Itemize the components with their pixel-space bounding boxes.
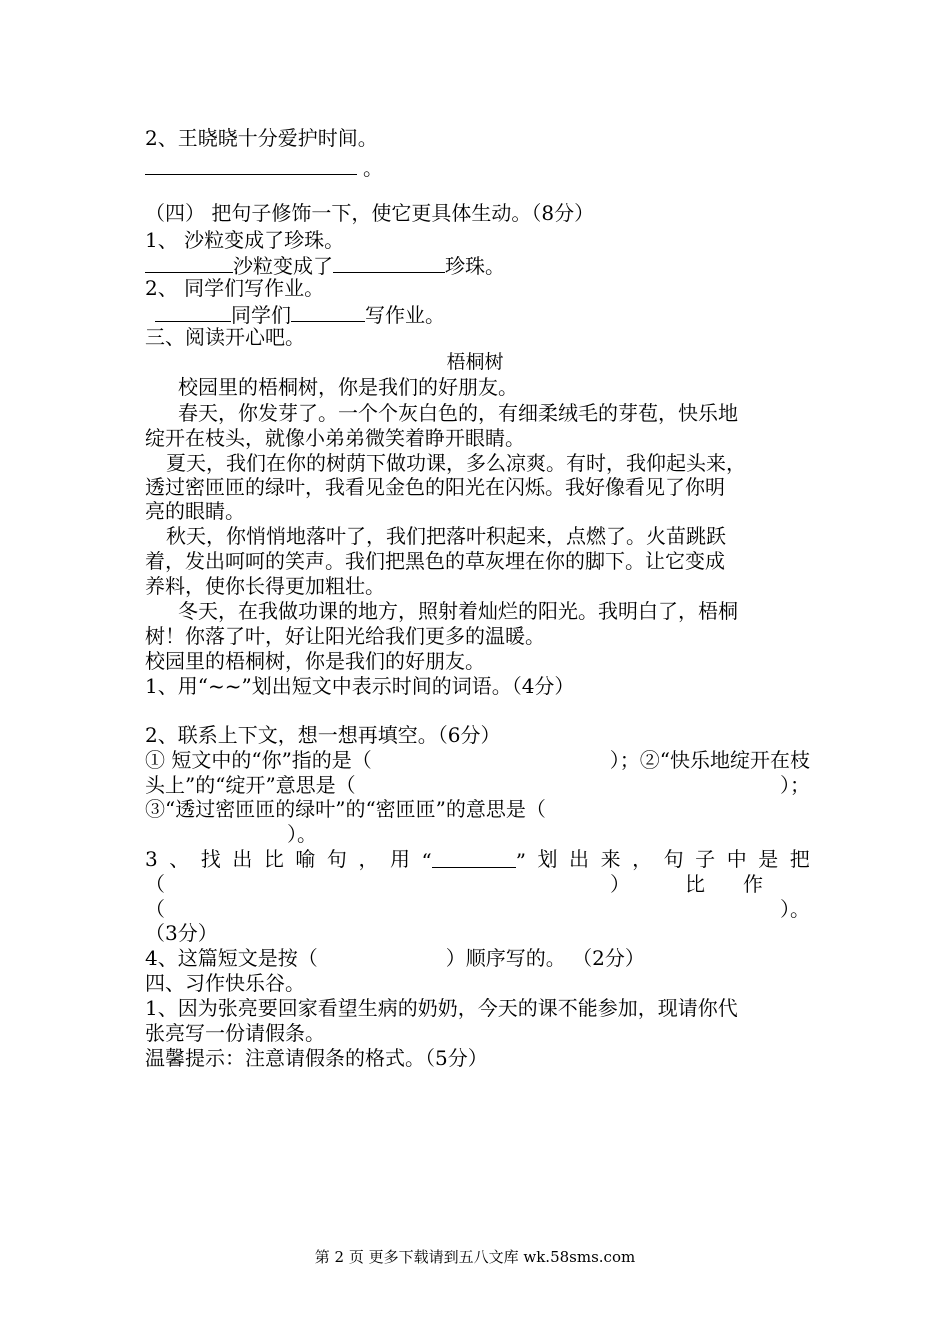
reading-heading: 三、阅读开心吧。 <box>145 325 305 349</box>
section-modify-title: （四） 把句子修饰一下，使它更具体生动。（8分） <box>145 201 595 225</box>
question-3-line3: （ ）。 <box>145 897 810 921</box>
question-2-line4: ）。 <box>287 822 317 846</box>
question-3-score: （3分） <box>145 921 218 945</box>
page-footer: 第 2 页 更多下载请到五八文库 wk.58sms.com <box>314 1248 636 1266</box>
q-love-time: 2、王晓晓十分爱护时间。 <box>145 126 378 150</box>
question-2-line1: ① 短文中的“你”指的是（ ）；②“快乐地绽开在枝 <box>145 748 810 772</box>
modify-q1-blank2[interactable] <box>333 252 445 273</box>
passage-p1: 校园里的梧桐树，你是我们的好朋友。 <box>178 375 518 399</box>
question-3-line1: 3 、 找 出 比 喻 句 ， 用 “ ” 划 出 来 ， 句 子 中 是 把 <box>145 847 810 873</box>
passage-p4-line3: 养料，使你长得更加粗壮。 <box>145 574 385 598</box>
modify-q2: 2、 同学们写作业。 <box>145 276 325 300</box>
q3-underline-sample <box>432 847 516 868</box>
answer-line-love-time: 。 <box>145 154 383 180</box>
passage-p3-line2: 透过密匝匝的绿叶，我看见金色的阳光在闪烁。我好像看见了你明 <box>145 475 725 499</box>
modify-q1: 1、 沙粒变成了珍珠。 <box>145 228 345 252</box>
modify-q2-blank2[interactable] <box>291 301 365 322</box>
passage-p5-line2: 树！你落了叶，好让阳光给我们更多的温暖。 <box>145 624 545 648</box>
writing-q1-line1: 1、因为张亮要回家看望生病的奶奶，今天的课不能参加，现请你代 <box>145 996 738 1020</box>
modify-q1-blank1[interactable] <box>145 252 233 273</box>
passage-title: 梧桐树 <box>446 351 504 373</box>
modify-q1-answer: 沙粒变成了 珍珠。 <box>145 252 505 278</box>
passage-p5-line1: 冬天，在我做功课的地方，照射着灿烂的阳光。我明白了，梧桐 <box>178 599 738 623</box>
question-4: 4、这篇短文是按（ ）顺序写的。 （2分） <box>145 946 645 970</box>
passage-p2-line2: 绽开在枝头，就像小弟弟微笑着睁开眼睛。 <box>145 426 525 450</box>
question-2-title: 2、联系上下文，想一想再填空。（6分） <box>145 723 501 747</box>
passage-p4-line1: 秋天，你悄悄地落叶了，我们把落叶积起来，点燃了。火苗跳跃 <box>166 524 726 548</box>
writing-heading: 四、习作快乐谷。 <box>145 971 305 995</box>
question-2-line2: 头上”的“绽开”意思是（ ）； <box>145 773 810 797</box>
question-2-line3: ③“透过密匝匝的绿叶”的“密匝匝”的意思是（ <box>145 797 546 821</box>
question-1: 1、用“~~”划出短文中表示时间的词语。（4分） <box>145 674 575 698</box>
modify-q2-answer: 同学们 写作业。 <box>145 301 445 327</box>
passage-p3-line3: 亮的眼睛。 <box>145 499 245 523</box>
passage-p4-line2: 着，发出呵呵的笑声。我们把黑色的草灰埋在你的脚下。让它变成 <box>145 549 725 573</box>
modify-q2-blank1[interactable] <box>155 301 231 322</box>
writing-tip: 温馨提示：注意请假条的格式。（5分） <box>145 1046 488 1070</box>
answer-blank[interactable] <box>145 154 357 175</box>
passage-p3-line1: 夏天，我们在你的树荫下做功课，多么凉爽。有时，我仰起头来， <box>166 451 746 475</box>
passage-p6: 校园里的梧桐树，你是我们的好朋友。 <box>145 649 485 673</box>
writing-q1-line2: 张亮写一份请假条。 <box>145 1021 325 1045</box>
passage-p2-line1: 春天，你发芽了。一个个灰白色的，有细柔绒毛的芽苞，快乐地 <box>178 401 738 425</box>
